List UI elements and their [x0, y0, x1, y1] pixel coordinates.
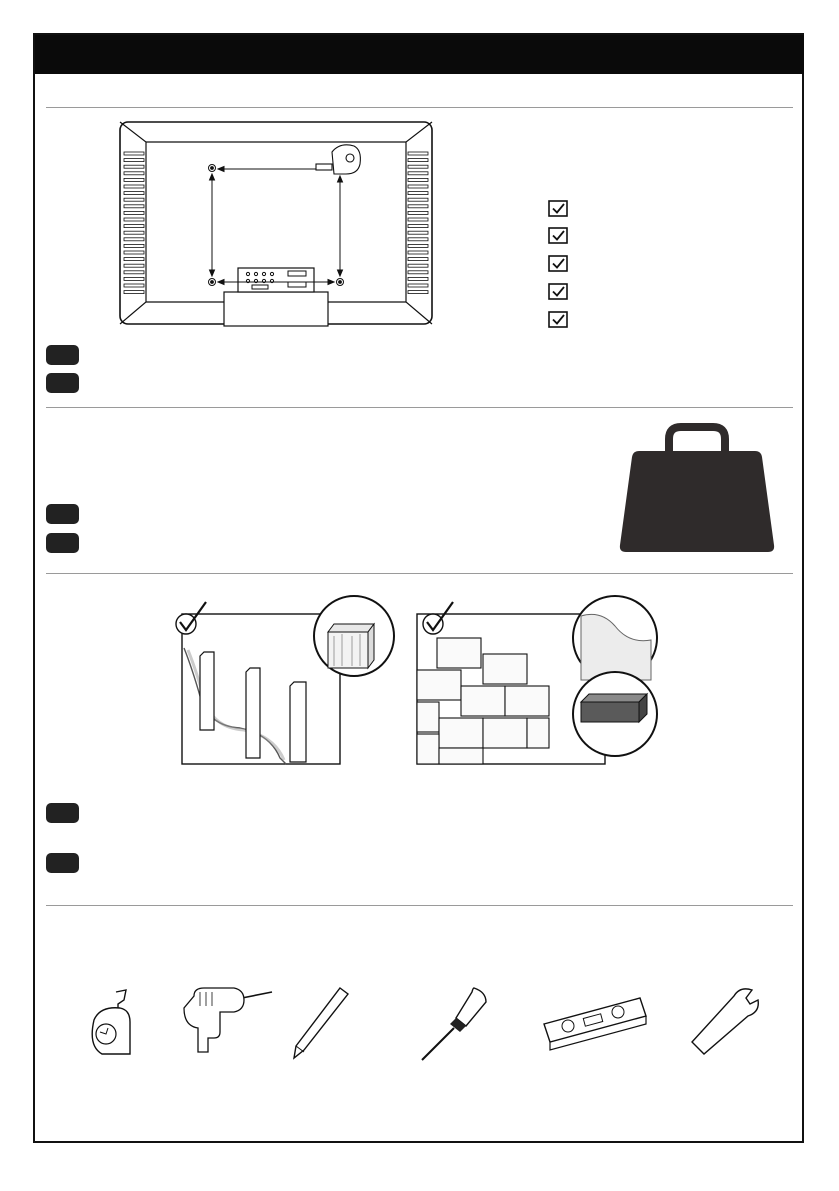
tape-measure-icon — [86, 988, 138, 1060]
section-divider — [46, 107, 793, 108]
marker-1 — [46, 345, 79, 365]
marker-5 — [46, 803, 79, 823]
tv-port-panel — [238, 268, 314, 292]
header-bar — [35, 35, 804, 74]
drill-icon — [188, 986, 274, 1056]
marker-2 — [46, 373, 79, 393]
pencil-icon — [288, 986, 350, 1060]
checkbox-4-icon — [548, 283, 568, 300]
section-divider — [46, 407, 793, 408]
checkbox-1-icon — [548, 200, 568, 217]
checkbox-5-icon — [548, 311, 568, 328]
concrete-detail — [573, 596, 657, 680]
section-divider — [46, 905, 793, 906]
wood-block-detail — [314, 596, 394, 676]
screwdriver-icon — [416, 986, 490, 1062]
brick-detail — [573, 672, 657, 756]
checkbox-2-icon — [548, 227, 568, 244]
tv-stand-neck — [224, 292, 328, 326]
marker-4 — [46, 533, 79, 553]
marker-3 — [46, 504, 79, 524]
tv-back-diagram — [118, 120, 436, 328]
checkbox-3-icon — [548, 255, 568, 272]
section-divider — [46, 573, 793, 574]
marker-6 — [46, 853, 79, 873]
brick-wall-illustration — [405, 598, 665, 766]
weight-icon — [619, 423, 775, 553]
wrench-icon — [690, 986, 760, 1056]
spirit-level-icon — [540, 996, 648, 1052]
wood-stud-wall-illustration — [170, 598, 406, 766]
